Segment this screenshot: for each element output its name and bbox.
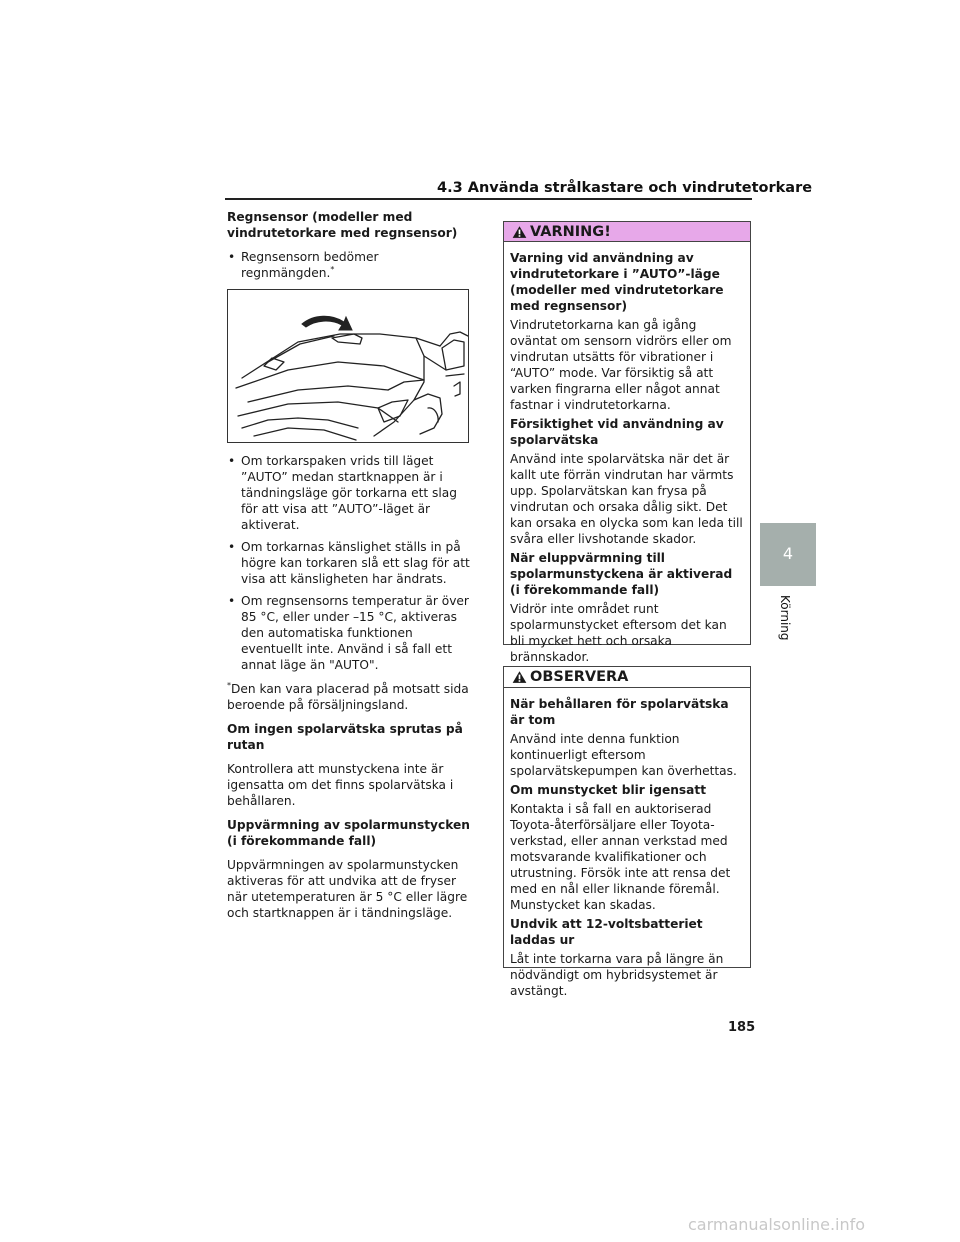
notice-item-text: Låt inte torkarna vara på längre än nödvändigt om hybridsystemet är avstängt. [510,952,724,998]
notice-item-text: Använd inte denna funktion kontinuerligt eftersom spolarvätskepumpen kan överhettas. [510,732,737,778]
rain-sensor-heading: Regnsensor (modeller med vindrutetorkare med regnsensor) [227,210,458,240]
warning-item-heading: När eluppvärmning till spolarmunstyckena är aktiverad (i förekommande fall) [510,551,733,597]
footnote-marker: * [227,680,231,690]
wiper-info-list [227,453,472,673]
section-title: 4.3 Använda strålkastare och vindrutetorkare [437,180,813,196]
warning-header [504,222,750,242]
chapter-label: Körning [778,595,792,641]
list-item: • Om torkarspaken vrids till läget ”AUTO” medan startknappen är i tändningsläge gör torkarna ett slag för att visa att ”AUTO”-läget är aktiverat. [227,453,472,533]
rain-sensor-illustration [227,289,469,443]
nozzle-heating-text: Uppvärmningen av spolarmunstycken aktiveras för att undvika att de fryser när utetemperaturen är 5 °C eller lägre och startknappen är i tändningsläge. [227,858,468,920]
notice-triangle-icon [512,670,527,684]
left-column [227,209,472,929]
warning-triangle-icon [512,225,527,239]
notice-title: OBSERVERA [530,669,629,685]
no-washer-fluid-heading: Om ingen spolarvätska sprutas på rutan [227,722,463,752]
notice-item-heading: När behållaren för spolarvätska är tom [510,697,729,727]
warning-item-heading: Försiktighet vid användning av spolarvätska [510,417,724,447]
footnote [227,681,472,713]
list-item [227,249,472,281]
page-number: 185 [728,1020,756,1035]
list-item: • Om regnsensorns temperatur är över 85 °C, eller under –15 °C, aktiveras den automatiska funktionen eventuellt inte. Använd i så fall ett annat läge än "AUTO". [227,593,472,673]
nozzle-heating-heading: Uppvärmning av spolarmunstycken (i förekommande fall) [227,818,470,848]
warning-item-text: Vindrutetorkarna kan gå igång oväntat om sensorn vidrörs eller om vindrutan utsätts för vibrationer i “AUTO” mode. Var försiktig så att varken fingrarna eller något annat fastnar i vindrutetorkarna. [510,318,732,412]
warning-body [504,242,750,665]
warning-item-text: Använd inte spolarvätska när det är kallt ute förrän vindrutan har värmts upp. Spolarvätskan kan frysa på vindrutan och orsaka dålig sikt. Det kan orsaka en olycka som kan leda till svåra eller livshotande skador. [510,452,743,546]
footnote-text: Den kan vara placerad på motsatt sida beroende på försäljningsland. [227,682,469,712]
warning-title: VARNING! [530,223,611,240]
chapter-number: 4 [782,544,794,563]
list-item: • Om torkarnas känslighet ställs in på högre kan torkaren slå ett slag för att visa att känsligheten har ändrats. [227,539,472,587]
warning-item-text: Vidrör inte området runt spolarmunstycket eftersom det kan bli mycket hett och orsaka brännskador. [510,602,727,664]
section-rule [225,198,752,200]
notice-item-heading: Om munstycket blir igensatt [510,783,707,797]
footnote-marker: * [330,264,335,274]
notice-box [503,666,751,998]
notice-body [504,688,750,999]
rain-sensor-list [227,249,472,281]
notice-header [504,667,750,688]
warning-item-heading: Varning vid användning av vindrutetorkare i ”AUTO”-läge (modeller med vindrutetorkare med regnsensor) [510,251,724,313]
notice-item-text: Kontakta i så fall en auktoriserad Toyota-återförsäljare eller Toyota-verkstad, eller annan verkstad med motsvarande kvalifikationer och utrustning. Försök inte att rensa det med en nål eller liknande föremål. Munstycket kan skadas. [510,802,731,912]
rain-sensor-bullet: Regnsensorn bedömer regnmängden. [241,250,379,280]
no-washer-fluid-text: Kontrollera att munstyckena inte är igensatta om det finns spolarvätska i behållaren. [227,762,454,808]
notice-item-heading: Undvik att 12-voltsbatteriet laddas ur [510,917,703,947]
warning-box [503,221,751,664]
watermark: carmanualsonline.info [688,1215,866,1234]
